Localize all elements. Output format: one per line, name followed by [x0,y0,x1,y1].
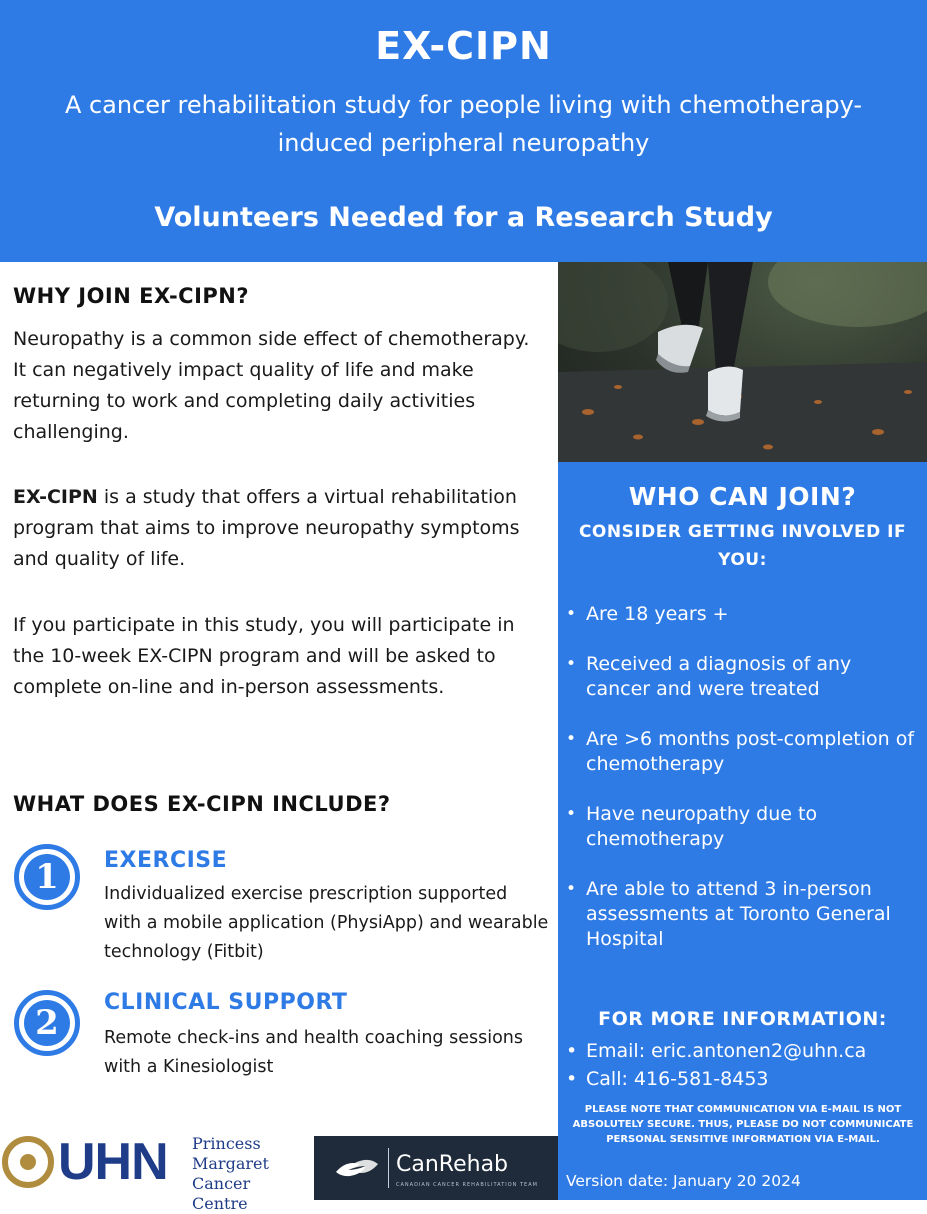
bullet-icon: • [566,729,577,749]
phone-link[interactable]: Call: 416-581-8453 [586,1068,769,1090]
princess-margaret-wordmark [192,1134,310,1214]
pm-line-3: Cancer Centre [192,1174,251,1213]
eligibility-item-text: Received a diagnosis of any cancer and were treated [586,653,852,700]
uhn-logo [0,1128,310,1213]
pm-line-2: Margaret [192,1154,269,1173]
email-link[interactable]: Email: eric.antonen2@uhn.ca [586,1040,867,1062]
version-date: Version date: January 20 2024 [566,1172,801,1190]
canrehab-logo [314,1136,558,1200]
page-subtitle: A cancer rehabilitation study for people living with chemotherapy-induced peripheral neuropathy [64,91,863,157]
canrehab-hands-icon [332,1150,382,1186]
why-paragraph-3: If you participate in this study, you will participate in the 10-week EX-CIPN program and will be asked to complete on-line and in-person assessments. [13,614,515,698]
bullet-icon: • [566,1068,578,1090]
bullet-icon: • [566,604,577,624]
number-2-icon [14,990,80,1056]
why-heading: WHY JOIN EX-CIPN? [13,284,250,308]
page-title: EX-CIPN [375,24,552,68]
volunteers-heading: Volunteers Needed for a Research Study [154,202,773,233]
more-info-heading: FOR MORE INFORMATION: [598,1008,887,1030]
clinical-support-title: CLINICAL SUPPORT [104,990,348,1015]
header-banner [0,0,927,262]
eligibility-panel [558,462,927,1200]
why-paragraph-2-bold: EX-CIPN [13,486,98,508]
includes-heading: WHAT DOES EX-CIPN INCLUDE? [13,792,391,816]
bullet-icon: • [566,804,577,824]
bullet-icon: • [566,879,577,899]
bullet-icon: • [566,1040,578,1062]
canrehab-divider [388,1148,389,1188]
number-2-label: 2 [24,1000,70,1046]
eligibility-item-text: Are able to attend 3 in-person assessments at Toronto General Hospital [586,878,891,950]
why-paragraph-2 [13,482,548,575]
uhn-wordmark: UHN [58,1133,168,1191]
walking-feet-illustration [558,262,927,462]
bullet-icon: • [566,654,577,674]
canrehab-tagline: CANADIAN CANCER REHABILITATION TEAM [396,1182,538,1188]
exercise-title: EXERCISE [104,848,228,873]
who-can-join-heading: WHO CAN JOIN? [628,482,857,511]
canrehab-wordmark: CanRehab [396,1152,509,1177]
pm-line-1: Princess [192,1134,261,1153]
eligibility-item-text: Are >6 months post-completion of chemotherapy [586,728,915,775]
email-security-note: PLEASE NOTE THAT COMMUNICATION VIA E-MAIL IS NOT ABSOLUTELY SECURE. THUS, PLEASE DO NOT COMMUNICATE PERSONAL SENSITIVE INFORMATION VIA E-MAIL. [572,1104,914,1145]
left-column [0,262,558,1124]
why-paragraph-2-text: is a study that offers a virtual rehabilitation program that aims to improve neuropathy symptoms and quality of life. [13,486,520,570]
clinical-support-description: Remote check-ins and health coaching sessions with a Kinesiologist [104,1028,524,1077]
uhn-emblem-icon [2,1136,54,1188]
walking-photo [558,262,927,462]
number-1-label: 1 [24,854,70,900]
why-paragraph-1: Neuropathy is a common side effect of chemotherapy. It can negatively impact quality of life and make returning to work and completing daily activities challenging. [13,328,530,443]
exercise-description: Individualized exercise prescription supported with a mobile application (PhysiApp) and wearable technology (Fitbit) [104,884,549,962]
number-1-icon [14,844,80,910]
eligibility-item-text: Have neuropathy due to chemotherapy [586,803,818,850]
eligibility-item-text: Are 18 years + [586,603,729,625]
consider-heading: CONSIDER GETTING INVOLVED IF YOU: [578,522,907,570]
